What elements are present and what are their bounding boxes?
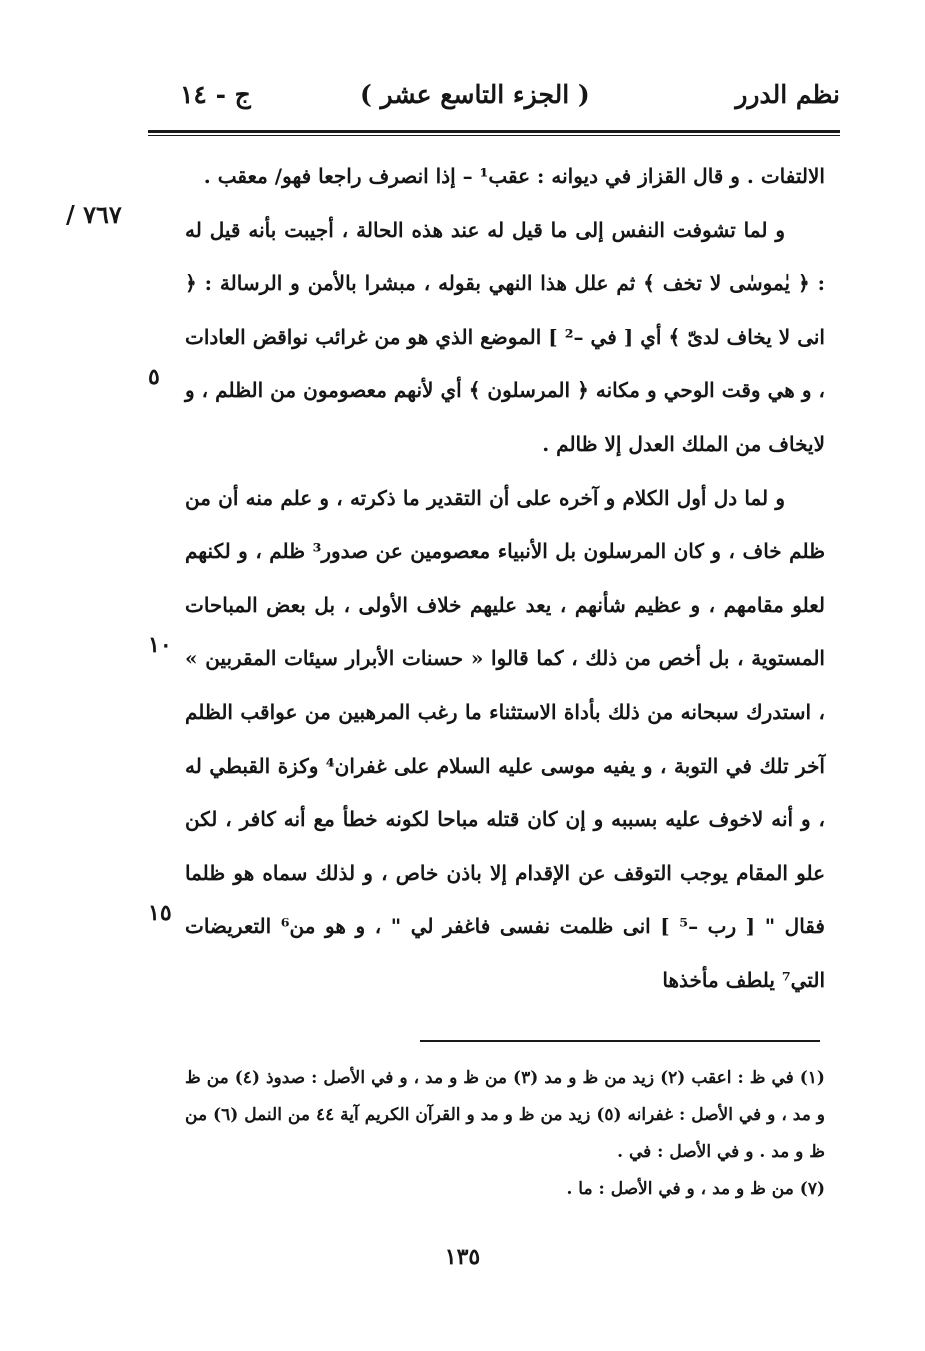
paragraph: الالتفات . و قال القزاز في ديوانه : عقب¹ – إذا انصرف راجعا فهو/ معقب . <box>203 164 825 188</box>
paragraph: و لما تشوفت النفس إلى ما قيل له عند هذه الحالة ، أجيبت بأنه قيل له : ﴿ يٰموسٰى لا تخف ﴾ ثم علل هذا النهي بقوله ، مبشرا بالأمن و الرسالة : ﴿ انى لا يخاف لدىّ ﴾ أي [ في –² ] الموضع الذي هو من غرائب نواقض العادات ، و هي وقت الوحي و مكانه ﴿ المرسلون ﴾ أي لأنهم معصومون من الظلم ، و لايخاف من الملك العدل إلا ظالم . <box>185 217 825 456</box>
header-rule-thin <box>148 135 840 136</box>
book-title: نظم الدرر <box>735 80 840 109</box>
paragraph: و لما دل أول الكلام و آخره على أن التقدير ما ذكرته ، و علم منه أن من ظلم خاف ، و كان المرسلون بل الأنبياء معصومين عن صدور³ ظلم ، و لكنهم لعلو مقامهم ، و عظيم شأنهم ، يعد عليهم خلاف الأولى ، بل بعض المباحات المستوية ، بل أخص من ذلك ، كما قالوا « حسنات الأبرار سيئات المقربين » ، استدرك سبحانه من ذلك بأداة الاستثناء ما رغب المرهبين من عواقب الظلم آخر تلك في التوبة ، و يفيه موسى عليه السلام على غفران⁴ وكزة القبطي له ، و أنه لاخوف عليه بسببه و إن كان قتله مباحا لكونه خطأ مع أنه كافر ، لكن علو المقام يوجب التوقف عن الإقدام إلا باذن خاص ، و لذلك سماه هو ظلما فقال " [ رب –⁵ ] انى ظلمت نفسى فاغفر لي " ، و هو من⁶ التعريضات التي⁷ يلطف مأخذها <box>185 485 825 992</box>
footnote-separator <box>420 1040 820 1042</box>
running-header <box>150 76 840 122</box>
volume-number: ج - ١٤ <box>180 80 251 109</box>
line-number-10: ١٠ <box>148 632 172 658</box>
header-rule <box>148 130 840 133</box>
footnotes <box>185 1060 825 1208</box>
part-title: ( الجزء التاسع عشر ) <box>360 80 590 109</box>
line-number-15: ١٥ <box>148 900 172 926</box>
line-numbers <box>148 0 188 1351</box>
marginal-folio-reference: ٧٦٧ / <box>66 200 122 229</box>
footnote-block: (١) في ظ : اعقب (٢) زيد من ظ و مد (٣) من ظ و مد ، و في الأصل : صدوذ (٤) من ظ و مد ، و في الأصل : غفرانه (٥) زيد من ظ و مد و القرآن الكريم آية ٤٤ من النمل (٦) من ظ و مد . و في الأصل : في . <box>185 1068 825 1162</box>
main-text <box>185 150 825 1008</box>
page-number: ١٣٥ <box>444 1244 481 1270</box>
line-number-5: ٥ <box>148 364 160 390</box>
footnote-block: (٧) من ظ و مد ، و في الأصل : ما . <box>566 1179 825 1199</box>
